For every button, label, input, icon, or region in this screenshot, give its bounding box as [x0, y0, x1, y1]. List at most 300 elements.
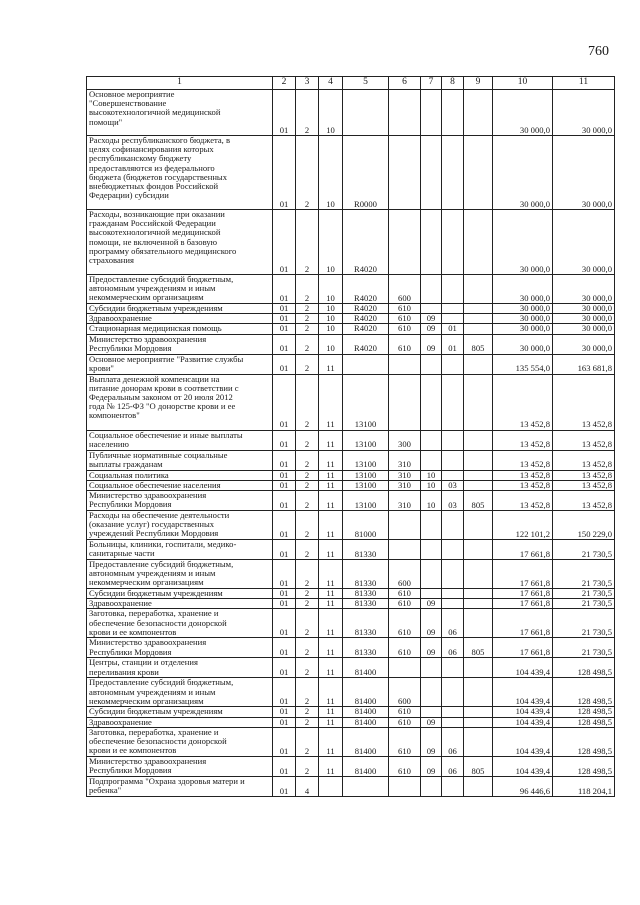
- table-row: [87, 210, 615, 275]
- amount-2020: 13 452,8: [553, 450, 615, 470]
- program-code: 01: [273, 707, 296, 717]
- row-name: Предоставление субсидий бюджетным, автономным учреждениям и иным некоммерческим организациям: [87, 275, 273, 304]
- activity-code: 10: [319, 334, 343, 354]
- subprogram-code: 2: [296, 678, 319, 707]
- activity-code: 10: [319, 324, 343, 334]
- expense-code: R0000: [343, 136, 389, 210]
- subprogram-code: 2: [296, 638, 319, 658]
- expense-type: [389, 776, 421, 796]
- expense-code: 81330: [343, 560, 389, 589]
- section: 09: [421, 314, 442, 324]
- ministry-code: [464, 450, 493, 470]
- program-code: 01: [273, 511, 296, 540]
- section: 10: [421, 470, 442, 480]
- table-row: [87, 609, 615, 638]
- amount-2019: 17 661,8: [493, 609, 553, 638]
- ministry-code: [464, 658, 493, 678]
- row-name: Расходы на обеспечение деятельности (оказание услуг) государственных учреждений Республики Мордовия: [87, 511, 273, 540]
- ministry-code: [464, 430, 493, 450]
- subsection: 06: [442, 638, 464, 658]
- expense-code: 81330: [343, 540, 389, 560]
- amount-2019: 30 000,0: [493, 324, 553, 334]
- amount-2020: 13 452,8: [553, 470, 615, 480]
- subprogram-code: 2: [296, 470, 319, 480]
- row-name: Расходы республиканского бюджета, в целях софинансирования которых республиканскому бюджету предоставляются из федерального бюджета (бюджетов государственных внебюджетных фондов Российской Федерации) субсидии: [87, 136, 273, 210]
- amount-2019: 13 452,8: [493, 470, 553, 480]
- expense-code: 81400: [343, 756, 389, 776]
- subprogram-code: 2: [296, 560, 319, 589]
- program-code: 01: [273, 334, 296, 354]
- activity-code: 11: [319, 717, 343, 727]
- activity-code: 11: [319, 589, 343, 599]
- amount-2020: 30 000,0: [553, 324, 615, 334]
- subprogram-code: 2: [296, 480, 319, 490]
- subsection: [442, 776, 464, 796]
- table-body: [87, 90, 615, 797]
- row-name: Подпрограмма "Охрана здоровья матери и ребенка": [87, 776, 273, 796]
- program-code: 01: [273, 776, 296, 796]
- row-name: Министерство здравоохранения Республики Мордовия: [87, 491, 273, 511]
- expense-type: 610: [389, 334, 421, 354]
- section: [421, 304, 442, 314]
- ministry-code: [464, 589, 493, 599]
- activity-code: 10: [319, 275, 343, 304]
- table-row: [87, 511, 615, 540]
- expense-code: 13100: [343, 374, 389, 430]
- expense-type: 610: [389, 314, 421, 324]
- activity-code: 11: [319, 430, 343, 450]
- program-code: 01: [273, 717, 296, 727]
- section: [421, 678, 442, 707]
- section: [421, 210, 442, 275]
- header-cell: 4: [319, 77, 343, 90]
- amount-2020: 163 681,8: [553, 354, 615, 374]
- expense-code: 81400: [343, 678, 389, 707]
- header-cell: 8: [442, 77, 464, 90]
- amount-2020: 30 000,0: [553, 275, 615, 304]
- program-code: 01: [273, 430, 296, 450]
- amount-2019: 104 439,4: [493, 756, 553, 776]
- table-row: [87, 450, 615, 470]
- amount-2020: 150 229,0: [553, 511, 615, 540]
- table-row: [87, 756, 615, 776]
- section: 09: [421, 717, 442, 727]
- ministry-code: [464, 717, 493, 727]
- section: [421, 450, 442, 470]
- expense-code: 81330: [343, 589, 389, 599]
- subsection: [442, 658, 464, 678]
- amount-2019: 13 452,8: [493, 430, 553, 450]
- subsection: [442, 210, 464, 275]
- subsection: [442, 589, 464, 599]
- ministry-code: 805: [464, 638, 493, 658]
- ministry-code: [464, 599, 493, 609]
- program-code: 01: [273, 638, 296, 658]
- program-code: 01: [273, 658, 296, 678]
- subsection: [442, 275, 464, 304]
- table-row: [87, 638, 615, 658]
- subprogram-code: 2: [296, 511, 319, 540]
- section: [421, 589, 442, 599]
- table-row: [87, 275, 615, 304]
- amount-2019: 104 439,4: [493, 727, 553, 756]
- amount-2019: 17 661,8: [493, 599, 553, 609]
- page-number: 760: [588, 44, 609, 59]
- expense-type: 600: [389, 560, 421, 589]
- expense-code: [343, 90, 389, 136]
- section: 10: [421, 491, 442, 511]
- budget-table: [86, 76, 615, 797]
- program-code: 01: [273, 354, 296, 374]
- expense-type: 600: [389, 678, 421, 707]
- amount-2020: 128 498,5: [553, 707, 615, 717]
- amount-2020: 21 730,5: [553, 589, 615, 599]
- header-cell: 9: [464, 77, 493, 90]
- subprogram-code: 2: [296, 430, 319, 450]
- subprogram-code: 2: [296, 314, 319, 324]
- subsection: [442, 540, 464, 560]
- expense-code: R4020: [343, 304, 389, 314]
- row-name: Министерство здравоохранения Республики Мордовия: [87, 638, 273, 658]
- amount-2019: 30 000,0: [493, 334, 553, 354]
- program-code: 01: [273, 727, 296, 756]
- subsection: 06: [442, 727, 464, 756]
- amount-2019: 13 452,8: [493, 491, 553, 511]
- expense-type: 310: [389, 470, 421, 480]
- expense-type: [389, 136, 421, 210]
- amount-2019: 17 661,8: [493, 560, 553, 589]
- activity-code: 11: [319, 638, 343, 658]
- amount-2019: 96 446,6: [493, 776, 553, 796]
- ministry-code: [464, 470, 493, 480]
- subsection: 01: [442, 324, 464, 334]
- subprogram-code: 2: [296, 727, 319, 756]
- subprogram-code: 4: [296, 776, 319, 796]
- subsection: 03: [442, 480, 464, 490]
- expense-code: 13100: [343, 450, 389, 470]
- subsection: [442, 678, 464, 707]
- expense-code: 81400: [343, 727, 389, 756]
- header-cell: 6: [389, 77, 421, 90]
- expense-type: 610: [389, 756, 421, 776]
- subprogram-code: 2: [296, 717, 319, 727]
- activity-code: 11: [319, 354, 343, 374]
- table-row: [87, 540, 615, 560]
- activity-code: [319, 776, 343, 796]
- section: [421, 540, 442, 560]
- ministry-code: [464, 707, 493, 717]
- subprogram-code: 2: [296, 136, 319, 210]
- expense-code: R4020: [343, 314, 389, 324]
- subsection: [442, 374, 464, 430]
- subsection: [442, 136, 464, 210]
- expense-type: 610: [389, 717, 421, 727]
- expense-type: 610: [389, 324, 421, 334]
- ministry-code: [464, 304, 493, 314]
- subprogram-code: 2: [296, 304, 319, 314]
- activity-code: 11: [319, 609, 343, 638]
- amount-2019: 30 000,0: [493, 314, 553, 324]
- expense-type: 300: [389, 430, 421, 450]
- subsection: [442, 450, 464, 470]
- section: 09: [421, 609, 442, 638]
- program-code: 01: [273, 480, 296, 490]
- amount-2020: 30 000,0: [553, 210, 615, 275]
- expense-code: R4020: [343, 210, 389, 275]
- amount-2020: 13 452,8: [553, 480, 615, 490]
- header-cell: 5: [343, 77, 389, 90]
- subprogram-code: 2: [296, 210, 319, 275]
- amount-2020: 30 000,0: [553, 304, 615, 314]
- section: [421, 136, 442, 210]
- activity-code: 11: [319, 678, 343, 707]
- expense-type: [389, 90, 421, 136]
- ministry-code: [464, 560, 493, 589]
- header-cell: 11: [553, 77, 615, 90]
- amount-2020: 13 452,8: [553, 374, 615, 430]
- row-name: Заготовка, переработка, хранение и обеспечение безопасности донорской крови и ее компонентов: [87, 727, 273, 756]
- subsection: [442, 599, 464, 609]
- row-name: Выплата денежной компенсации на питание донорам крови в соответствии с Федеральным законом от 20 июля 2012 года № 125-ФЗ "О донорстве крови и ее компонентов": [87, 374, 273, 430]
- subsection: [442, 314, 464, 324]
- table-row: [87, 658, 615, 678]
- amount-2019: 104 439,4: [493, 717, 553, 727]
- expense-code: R4020: [343, 275, 389, 304]
- ministry-code: 805: [464, 756, 493, 776]
- amount-2020: 30 000,0: [553, 334, 615, 354]
- subsection: 03: [442, 491, 464, 511]
- amount-2020: 128 498,5: [553, 678, 615, 707]
- amount-2020: 21 730,5: [553, 609, 615, 638]
- ministry-code: [464, 275, 493, 304]
- expense-type: 310: [389, 450, 421, 470]
- subsection: [442, 717, 464, 727]
- subprogram-code: 2: [296, 324, 319, 334]
- amount-2019: 30 000,0: [493, 136, 553, 210]
- activity-code: 11: [319, 727, 343, 756]
- subprogram-code: 2: [296, 599, 319, 609]
- amount-2019: 30 000,0: [493, 275, 553, 304]
- program-code: 01: [273, 756, 296, 776]
- amount-2020: 21 730,5: [553, 540, 615, 560]
- subsection: 06: [442, 609, 464, 638]
- program-code: 01: [273, 589, 296, 599]
- subprogram-code: 2: [296, 609, 319, 638]
- amount-2019: 13 452,8: [493, 450, 553, 470]
- ministry-code: 805: [464, 334, 493, 354]
- activity-code: 10: [319, 314, 343, 324]
- row-name: Субсидии бюджетным учреждениям: [87, 304, 273, 314]
- expense-type: [389, 658, 421, 678]
- row-name: Здравоохранение: [87, 717, 273, 727]
- row-name: Субсидии бюджетным учреждениям: [87, 589, 273, 599]
- subprogram-code: 2: [296, 354, 319, 374]
- row-name: Основное мероприятие "Развитие службы крови": [87, 354, 273, 374]
- table-row: [87, 717, 615, 727]
- activity-code: 10: [319, 304, 343, 314]
- expense-type: [389, 511, 421, 540]
- amount-2019: 104 439,4: [493, 678, 553, 707]
- ministry-code: [464, 776, 493, 796]
- program-code: 01: [273, 324, 296, 334]
- expense-code: [343, 776, 389, 796]
- header-cell: 10: [493, 77, 553, 90]
- amount-2019: 30 000,0: [493, 210, 553, 275]
- expense-code: R4020: [343, 334, 389, 354]
- subsection: [442, 90, 464, 136]
- activity-code: 11: [319, 540, 343, 560]
- subprogram-code: 2: [296, 374, 319, 430]
- amount-2019: 104 439,4: [493, 707, 553, 717]
- program-code: 01: [273, 599, 296, 609]
- amount-2020: 21 730,5: [553, 599, 615, 609]
- program-code: 01: [273, 560, 296, 589]
- expense-type: 610: [389, 727, 421, 756]
- ministry-code: [464, 90, 493, 136]
- amount-2019: 135 554,0: [493, 354, 553, 374]
- expense-code: 81400: [343, 658, 389, 678]
- expense-code: 81330: [343, 638, 389, 658]
- row-name: Здравоохранение: [87, 599, 273, 609]
- expense-code: 13100: [343, 480, 389, 490]
- table-row: [87, 776, 615, 796]
- program-code: 01: [273, 609, 296, 638]
- subsection: [442, 511, 464, 540]
- activity-code: 11: [319, 756, 343, 776]
- section: [421, 511, 442, 540]
- amount-2020: 118 204,1: [553, 776, 615, 796]
- ministry-code: 805: [464, 491, 493, 511]
- program-code: 01: [273, 470, 296, 480]
- amount-2019: 17 661,8: [493, 638, 553, 658]
- subprogram-code: 2: [296, 90, 319, 136]
- row-name: Субсидии бюджетным учреждениям: [87, 707, 273, 717]
- subsection: [442, 304, 464, 314]
- ministry-code: [464, 727, 493, 756]
- header-cell: 2: [273, 77, 296, 90]
- row-name: Расходы, возникающие при оказании гражданам Российской Федерации высокотехнологичной медицинской помощи, не включенной в базовую программу обязательного медицинского страхования: [87, 210, 273, 275]
- row-name: Предоставление субсидий бюджетным, автономным учреждениям и иным некоммерческим организациям: [87, 678, 273, 707]
- row-name: Министерство здравоохранения Республики Мордовия: [87, 334, 273, 354]
- program-code: 01: [273, 678, 296, 707]
- program-code: 01: [273, 314, 296, 324]
- ministry-code: [464, 480, 493, 490]
- table-header: [87, 77, 615, 90]
- table-row: [87, 136, 615, 210]
- table-row: [87, 354, 615, 374]
- subprogram-code: 2: [296, 491, 319, 511]
- subsection: [442, 430, 464, 450]
- program-code: 01: [273, 540, 296, 560]
- activity-code: 10: [319, 90, 343, 136]
- program-code: 01: [273, 450, 296, 470]
- table-row: [87, 480, 615, 490]
- table-row: [87, 678, 615, 707]
- ministry-code: [464, 136, 493, 210]
- subprogram-code: 2: [296, 756, 319, 776]
- expense-type: [389, 374, 421, 430]
- table-row: [87, 560, 615, 589]
- activity-code: 11: [319, 599, 343, 609]
- program-code: 01: [273, 374, 296, 430]
- table-row: [87, 589, 615, 599]
- row-name: Больницы, клиники, госпитали, медико- санитарные части: [87, 540, 273, 560]
- ministry-code: [464, 324, 493, 334]
- section: 10: [421, 480, 442, 490]
- expense-code: 81330: [343, 599, 389, 609]
- activity-code: 11: [319, 707, 343, 717]
- program-code: 01: [273, 275, 296, 304]
- section: 09: [421, 599, 442, 609]
- section: [421, 430, 442, 450]
- expense-type: [389, 354, 421, 374]
- subprogram-code: 2: [296, 450, 319, 470]
- table-row: [87, 491, 615, 511]
- expense-type: 600: [389, 275, 421, 304]
- table-row: [87, 314, 615, 324]
- table-row: [87, 90, 615, 136]
- amount-2020: 128 498,5: [553, 756, 615, 776]
- expense-type: 610: [389, 589, 421, 599]
- header-cell: 1: [87, 77, 273, 90]
- activity-code: 11: [319, 480, 343, 490]
- expense-code: 13100: [343, 470, 389, 480]
- activity-code: 11: [319, 450, 343, 470]
- subsection: [442, 470, 464, 480]
- amount-2020: 128 498,5: [553, 727, 615, 756]
- subprogram-code: 2: [296, 658, 319, 678]
- activity-code: 11: [319, 491, 343, 511]
- expense-code: [343, 354, 389, 374]
- amount-2020: 30 000,0: [553, 90, 615, 136]
- expense-type: 610: [389, 609, 421, 638]
- amount-2019: 122 101,2: [493, 511, 553, 540]
- section: [421, 707, 442, 717]
- activity-code: 11: [319, 374, 343, 430]
- expense-code: 13100: [343, 491, 389, 511]
- section: [421, 275, 442, 304]
- expense-code: 13100: [343, 430, 389, 450]
- activity-code: 10: [319, 136, 343, 210]
- expense-code: 81400: [343, 717, 389, 727]
- amount-2020: 30 000,0: [553, 136, 615, 210]
- header-cell: 3: [296, 77, 319, 90]
- subprogram-code: 2: [296, 589, 319, 599]
- section: 09: [421, 727, 442, 756]
- table-row: [87, 430, 615, 450]
- section: [421, 560, 442, 589]
- ministry-code: [464, 210, 493, 275]
- subsection: [442, 707, 464, 717]
- row-name: Здравоохранение: [87, 314, 273, 324]
- table-row: [87, 374, 615, 430]
- row-name: Основное мероприятие "Совершенствование высокотехнологичной медицинской помощи": [87, 90, 273, 136]
- row-name: Заготовка, переработка, хранение и обеспечение безопасности донорской крови и ее компонентов: [87, 609, 273, 638]
- activity-code: 11: [319, 470, 343, 480]
- activity-code: 11: [319, 511, 343, 540]
- subsection: 06: [442, 756, 464, 776]
- expense-type: [389, 540, 421, 560]
- expense-type: 610: [389, 707, 421, 717]
- amount-2019: 17 661,8: [493, 540, 553, 560]
- amount-2019: 30 000,0: [493, 90, 553, 136]
- section: [421, 658, 442, 678]
- header-cell: 7: [421, 77, 442, 90]
- ministry-code: [464, 609, 493, 638]
- expense-type: 610: [389, 599, 421, 609]
- subsection: [442, 354, 464, 374]
- expense-type: 310: [389, 491, 421, 511]
